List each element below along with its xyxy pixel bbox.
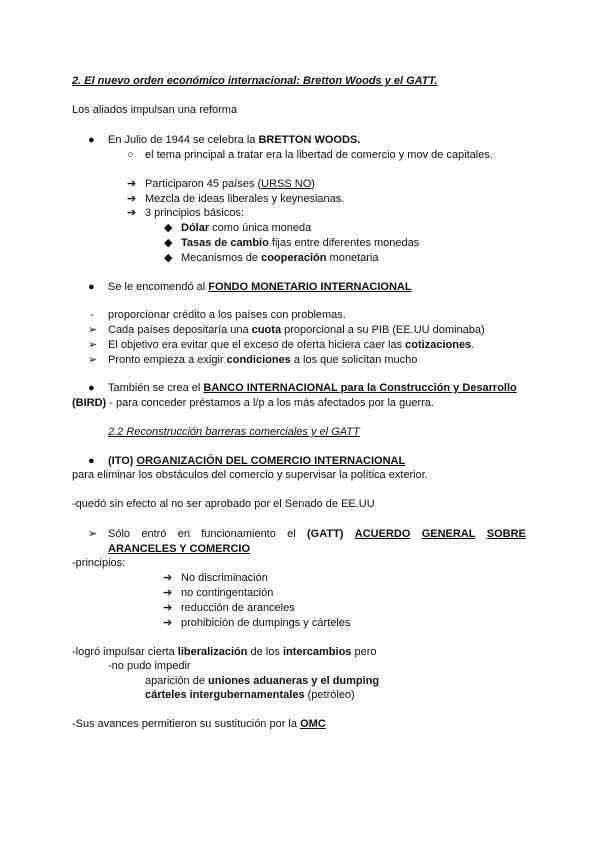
arrow-icon: ➔: [163, 587, 173, 599]
page-title: 2. El nuevo orden económico internacional: Bretton Woods y el GATT.: [72, 75, 438, 87]
bw-point-ideas: Mezcla de ideas liberales y keynesianas.: [145, 193, 345, 205]
bw-main-topic: el tema principal a tratar era la libertad de comercio y mov de capitales.: [145, 149, 493, 161]
diamond-icon: ◆: [164, 237, 173, 249]
section-2-2-heading: 2.2 Reconstrucción barreras comerciales y el GATT: [108, 426, 360, 438]
principles-label: -principios:: [72, 557, 126, 569]
bullet-icon: ●: [88, 134, 95, 146]
arrow-icon: ➔: [163, 572, 173, 584]
gatt-line-continued: ARANCELES Y COMERCIO: [108, 543, 251, 555]
circle-bullet-icon: ○: [127, 149, 134, 161]
bird-description: (BIRD) - para conceder préstamos a l/p a los más afectados por la guerra.: [72, 397, 434, 409]
diamond-icon: ◆: [164, 222, 173, 234]
logro-impedir: -no pudo impedir: [108, 660, 191, 672]
chevron-icon: ➢: [88, 528, 98, 540]
principle-exchange-rates: Tasas de cambio fijas entre diferentes monedas: [181, 237, 420, 249]
bw-point-principles: 3 principios básicos:: [145, 207, 245, 219]
chevron-icon: ➢: [88, 324, 98, 336]
intro-text: Los aliados impulsan una reforma: [72, 104, 238, 116]
dash-icon: -: [90, 309, 94, 321]
principle-item: prohibición de dumpings y cárteles: [181, 617, 351, 629]
arrow-icon: ➔: [163, 617, 173, 629]
logro-line: -logró impulsar cierta liberalización de los intercambios pero: [72, 646, 377, 658]
ito-line: (ITO) ORGANIZACIÓN DEL COMERCIO INTERNACIONAL: [108, 455, 406, 467]
principle-item: no contingentación: [181, 587, 274, 599]
principle-item: reducción de aranceles: [181, 602, 295, 614]
arrow-icon: ➔: [127, 193, 137, 205]
chevron-icon: ➢: [88, 354, 98, 366]
bretton-woods-line: En Julio de 1944 se celebra la BRETTON WOODS.: [108, 134, 361, 146]
bw-point-participants: Participaron 45 países (URSS NO): [145, 178, 315, 190]
ito-note: -quedó sin efecto al no ser aprobado por el Senado de EE.UU: [72, 498, 375, 510]
principle-dollar: Dólar como única moneda: [181, 222, 312, 234]
logro-carteles: cárteles intergubernamentales (petróleo): [145, 689, 355, 701]
bullet-icon: ●: [88, 455, 95, 467]
logro-uniones: aparición de uniones aduaneras y el dumping: [145, 675, 380, 687]
arrow-icon: ➔: [127, 207, 137, 219]
fmi-conditions: Pronto empieza a exigir condiciones a los que solicitan mucho: [108, 354, 418, 366]
ito-description: para eliminar los obstáculos del comercio y supervisar la política exterior.: [72, 469, 428, 481]
fmi-objective: El objetivo era evitar que el exceso de oferta hiciera caer las cotizaciones.: [108, 339, 475, 351]
gatt-line: Sólo entró en funcionamiento el (GATT) ACUERDO GENERAL SOBRE: [108, 528, 526, 540]
bullet-icon: ●: [88, 382, 95, 394]
principle-item: No discriminación: [181, 572, 268, 584]
diamond-icon: ◆: [164, 252, 173, 264]
chevron-icon: ➢: [88, 339, 98, 351]
principle-cooperation: Mecanismos de cooperación monetaria: [181, 252, 379, 264]
fmi-credit: proporcionar crédito a los países con problemas.: [108, 309, 346, 321]
fmi-line: Se le encomendó al FONDO MONETARIO INTERNACIONAL: [108, 281, 412, 293]
bird-line: También se crea el BANCO INTERNACIONAL para la Construcción y Desarrollo: [108, 382, 517, 394]
omc-line: -Sus avances permitieron su sustitución por la OMC: [72, 718, 326, 730]
arrow-icon: ➔: [163, 602, 173, 614]
bullet-icon: ●: [88, 281, 95, 293]
fmi-quota: Cada países depositaría una cuota proporcional a su PIB (EE.UU dominaba): [108, 324, 485, 336]
arrow-icon: ➔: [127, 178, 137, 190]
